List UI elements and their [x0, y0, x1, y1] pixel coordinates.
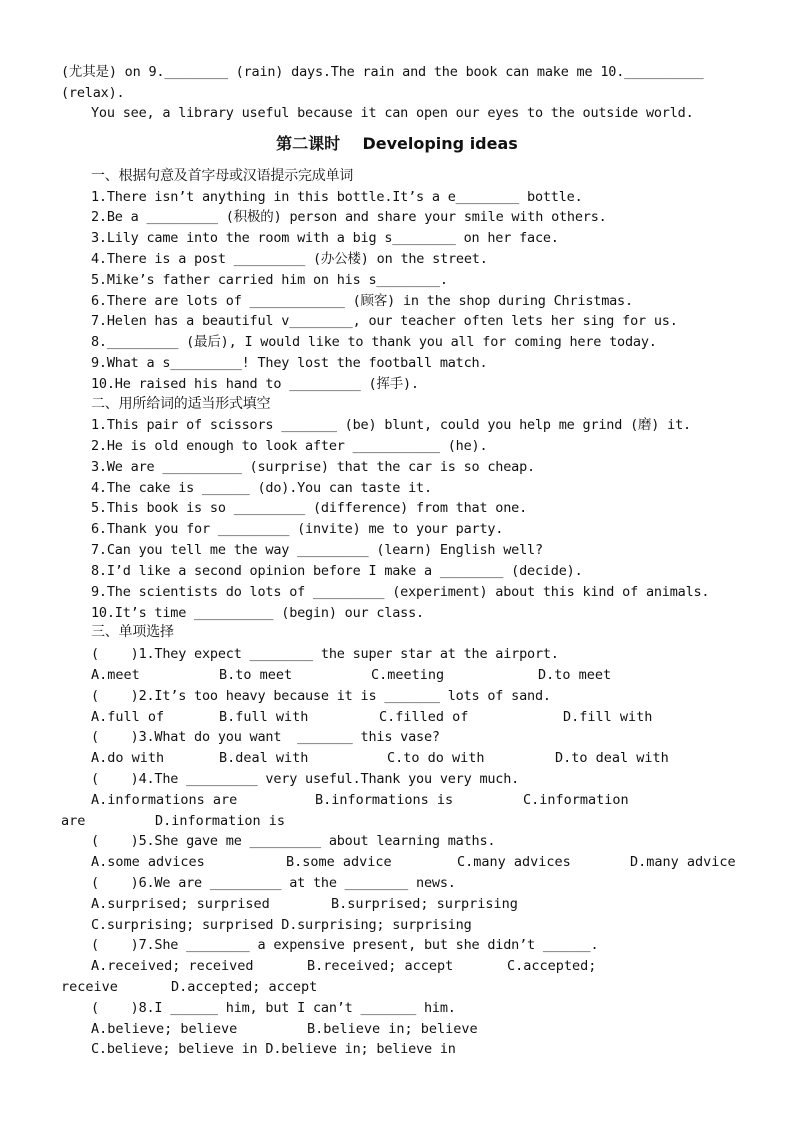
section-2-item: 8.I’d like a second opinion before I make a ________ (decide).	[91, 563, 583, 579]
question-6-options	[91, 894, 781, 914]
question-1-options	[91, 665, 781, 685]
option-b: B.received; accept	[307, 958, 454, 974]
section-2-item: 3.We are __________ (surprise) that the car is so cheap.	[91, 459, 535, 475]
question-6-stem: ( )6.We are _________ at the ________ news.	[91, 875, 456, 891]
section-1-item: 2.Be a _________ (积极的) person and share your smile with others.	[91, 209, 607, 225]
option-b: B.to meet	[219, 667, 293, 683]
section-1-heading: 一、根据句意及首字母或汉语提示完成单词	[91, 168, 354, 184]
intro-line-2: (relax).	[61, 85, 125, 101]
question-8-options	[91, 1019, 781, 1039]
option-d: D.information is	[155, 813, 286, 829]
option-a: A.received; received	[91, 958, 254, 974]
option-a: A.do with	[91, 750, 165, 766]
option-d: D.to deal with	[555, 750, 669, 766]
question-2-stem: ( )2.It’s too heavy because it is _______ lots of sand.	[91, 688, 551, 704]
option-c-continued: receive	[61, 979, 118, 995]
option-b: B.full with	[219, 709, 309, 725]
question-3-options	[91, 748, 781, 768]
question-6-options-cd: C.surprising; surprised D.surprising; surprising	[91, 917, 472, 933]
option-a: A.informations are	[91, 792, 238, 808]
section-2-item: 1.This pair of scissors _______ (be) blunt, could you help me grind (磨) it.	[91, 417, 691, 433]
section-2-item: 2.He is old enough to look after ___________ (he).	[91, 438, 488, 454]
question-7-options	[91, 956, 781, 976]
option-d: D.to meet	[538, 667, 612, 683]
question-5-stem: ( )5.She gave me _________ about learning maths.	[91, 833, 496, 849]
section-1-item: 9.What a s_________! They lost the football match.	[91, 355, 488, 371]
option-a: A.believe; believe	[91, 1021, 238, 1037]
option-b: B.informations is	[315, 792, 454, 808]
lesson-title: 第二课时 Developing ideas	[276, 134, 518, 153]
question-8-options-cd: C.believe; believe in D.believe in; believe in	[91, 1041, 456, 1057]
option-c: C.information	[523, 792, 629, 808]
option-a: A.surprised; surprised	[91, 896, 270, 912]
section-2-item: 5.This book is so _________ (difference) from that one.	[91, 500, 528, 516]
intro-line-1: (尤其是) on 9.________ (rain) days.The rain and the book can make me 10.__________	[61, 64, 704, 80]
question-8-stem: ( )8.I ______ him, but I can’t _______ him.	[91, 1000, 456, 1016]
section-2-item: 7.Can you tell me the way _________ (learn) English well?	[91, 542, 543, 558]
section-1-item: 6.There are lots of ____________ (顾客) in the shop during Christmas.	[91, 293, 633, 309]
question-4-stem: ( )4.The _________ very useful.Thank you very much.	[91, 771, 520, 787]
question-2-options	[91, 707, 781, 727]
option-c: C.filled of	[379, 709, 469, 725]
option-b: B.some advice	[286, 854, 392, 870]
option-d: D.many advice	[630, 854, 736, 870]
option-b: B.surprised; surprising	[331, 896, 518, 912]
option-c: C.accepted;	[507, 958, 597, 974]
section-1-item: 5.Mike’s father carried him on his s________.	[91, 272, 448, 288]
option-b: B.deal with	[219, 750, 309, 766]
option-c: C.many advices	[457, 854, 571, 870]
section-1-item: 10.He raised his hand to _________ (挥手).	[91, 376, 419, 392]
section-1-item: 8._________ (最后), I would like to thank you all for coming here today.	[91, 334, 657, 350]
option-d: D.fill with	[563, 709, 653, 725]
section-1-item: 3.Lily came into the room with a big s________ on her face.	[91, 230, 559, 246]
question-1-stem: ( )1.They expect ________ the super star at the airport.	[91, 646, 559, 662]
option-a: A.some advices	[91, 854, 205, 870]
section-2-heading: 二、用所给词的适当形式填空	[91, 396, 271, 412]
question-4-options	[91, 790, 781, 810]
section-2-item: 9.The scientists do lots of _________ (experiment) about this kind of animals.	[91, 584, 710, 600]
option-d: D.accepted; accept	[171, 979, 318, 995]
section-1-item: 7.Helen has a beautiful v________, our teacher often lets her sing for us.	[91, 313, 678, 329]
option-b: B.believe in; believe	[307, 1021, 478, 1037]
question-7-options-wrap	[61, 977, 781, 997]
question-5-options	[91, 852, 791, 872]
section-2-item: 4.The cake is ______ (do).You can taste it.	[91, 480, 432, 496]
question-4-options-wrap	[61, 811, 781, 831]
intro-line-3: You see, a library useful because it can open our eyes to the outside world.	[91, 105, 694, 121]
section-3-heading: 三、单项选择	[91, 624, 174, 640]
option-a: A.meet	[91, 667, 140, 683]
option-c-continued: are	[61, 813, 86, 829]
option-c: C.meeting	[371, 667, 445, 683]
section-2-item: 6.Thank you for _________ (invite) me to your party.	[91, 521, 504, 537]
option-a: A.full of	[91, 709, 165, 725]
question-7-stem: ( )7.She ________ a expensive present, but she didn’t ______.	[91, 937, 599, 953]
section-1-item: 1.There isn’t anything in this bottle.It’s a e________ bottle.	[91, 189, 583, 205]
section-1-item: 4.There is a post _________ (办公楼) on the street.	[91, 251, 488, 267]
section-2-item: 10.It’s time __________ (begin) our class.	[91, 605, 424, 621]
question-3-stem: ( )3.What do you want _______ this vase?	[91, 729, 440, 745]
option-c: C.to do with	[387, 750, 485, 766]
